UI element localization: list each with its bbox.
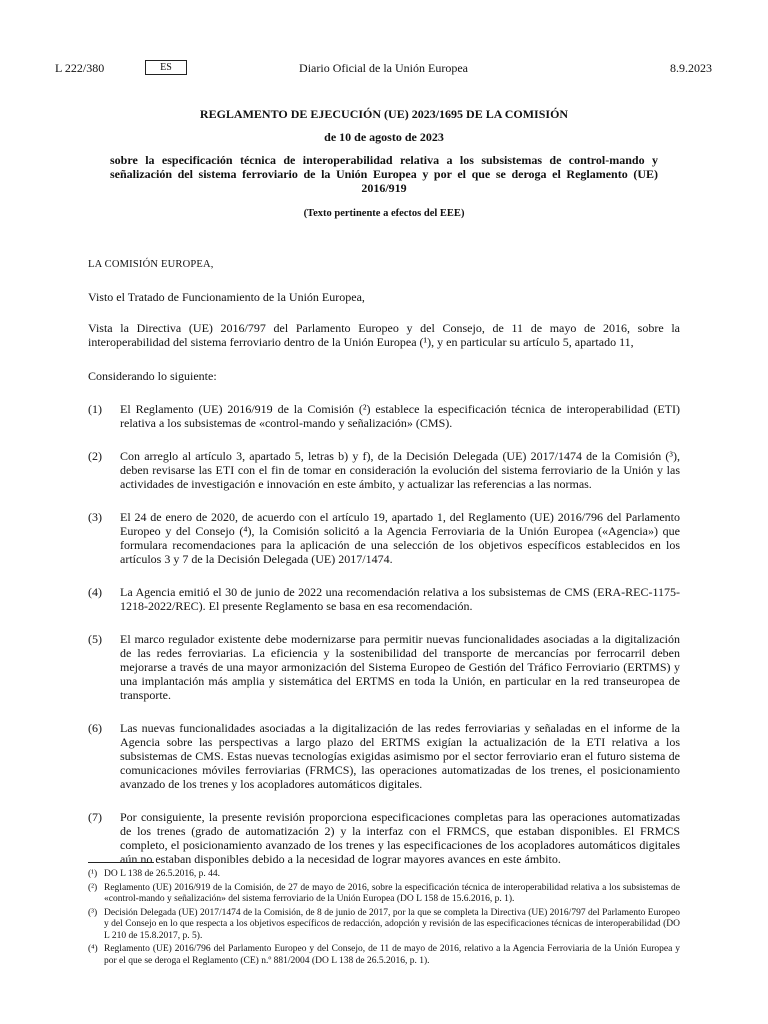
publication-date: 8.9.2023 xyxy=(670,61,712,75)
footnote xyxy=(88,908,680,943)
page-reference: L 222/380 xyxy=(55,61,105,75)
regulation-subject: sobre la especificación técnica de interoperabilidad relativa a los subsistemas de control-mando y señalización del sistema ferroviario de la Unión Europea y por el que se deroga el Reglamento (UE) 2016/919 xyxy=(110,153,658,195)
recital xyxy=(88,810,680,866)
recital-number: (1) xyxy=(88,402,102,416)
recital-number: (7) xyxy=(88,810,102,824)
regulation-date: de 10 de agosto de 2023 xyxy=(324,130,444,144)
footnote xyxy=(88,944,680,967)
footnote xyxy=(88,883,680,906)
citation-treaty: Visto el Tratado de Funcionamiento de la Unión Europea, xyxy=(88,290,365,304)
footnote-number: (³) xyxy=(88,907,98,918)
recital-text: Por consiguiente, la presente revisión proporciona especificaciones completas para las operaciones automatizadas de los trenes (grado de automatización 2) y la interfaz con el FRMCS, que estaban disponibles. El FRMCS completo, el posicionamiento avanzado de los trenes y las especificaciones de los acopladores automáticos digitales aún no estaban disponibles debido a la necesidad de lograr mayores avances en este ámbito. xyxy=(120,810,680,866)
recital xyxy=(88,721,680,791)
recital xyxy=(88,510,680,566)
title-block xyxy=(110,106,658,221)
footnote-divider xyxy=(88,862,154,863)
recital-text: El 24 de enero de 2020, de acuerdo con el artículo 19, apartado 1, del Reglamento (UE) 2016/796 del Parlamento Europeo y del Consejo (⁴), la Comisión solicitó a la Agencia Ferroviaria de la Unión Europea («Agencia») que formulara recomendaciones para la aplicación de una selección de los objetivos específicos establecidos en los artículos 3 y 7 de la Decisión Delegada (UE) 2017/1474. xyxy=(120,510,680,566)
footnote-text: Reglamento (UE) 2016/796 del Parlamento Europeo y del Consejo, de 11 de mayo de 2016, relativo a la Agencia Ferroviaria de la Unión Europea y por el que se deroga el Reglamento (CE) n.º 881/2004 (DO L 138 de 26.5.2016, p. 1). xyxy=(104,944,680,966)
page-header xyxy=(55,58,712,78)
language-badge: ES xyxy=(145,60,187,75)
journal-title: Diario Oficial de la Unión Europea xyxy=(299,61,468,75)
footnote-text: DO L 138 de 26.5.2016, p. 44. xyxy=(104,869,221,879)
commission-heading: LA COMISIÓN EUROPEA, xyxy=(88,259,214,270)
considering-heading: Considerando lo siguiente: xyxy=(88,369,217,383)
recital xyxy=(88,449,680,491)
recital-number: (6) xyxy=(88,721,102,735)
footnote-text: Decisión Delegada (UE) 2017/1474 de la Comisión, de 8 de junio de 2017, por la que se completa la Directiva (UE) 2016/797 del Parlamento Europeo y del Consejo en lo que respecta a los objetivos específicos de redacción, adopción y revisión de las especificaciones técnicas de interoperabilidad (DO L 210 de 15.8.2017, p. 5). xyxy=(104,907,680,941)
footnote-text: Reglamento (UE) 2016/919 de la Comisión, de 27 de mayo de 2016, sobre la especificación técnica de interoperabilidad relativa a los subsistemas de «control-mando y señalización» del sistema ferroviario de la Unión Europea (DO L 158 de 15.6.2016, p. 1). xyxy=(104,882,680,904)
footnote xyxy=(88,869,680,881)
recital xyxy=(88,402,680,430)
recital-number: (4) xyxy=(88,585,102,599)
recital-text: El marco regulador existente debe modernizarse para permitir nuevas funcionalidades asociadas a la digitalización de las redes ferroviarias. La eficiencia y la sostenibilidad del transporte de mercancías por ferrocarril deben mejorarse a través de una mayor armonización del Sistema Europeo de Gestión del Tráfico Ferroviario (ERTMS) y una implantación más amplia y sistemática del ERTMS en toda la Unión, en particular en la red transeuropea de transporte. xyxy=(120,632,680,702)
eea-relevance: (Texto pertinente a efectos del EEE) xyxy=(303,208,465,219)
regulation-title: REGLAMENTO DE EJECUCIÓN (UE) 2023/1695 DE LA COMISIÓN xyxy=(199,107,569,121)
recital xyxy=(88,632,680,702)
footnote-number: (¹) xyxy=(88,869,98,879)
document-body xyxy=(88,258,680,866)
recital-number: (5) xyxy=(88,632,102,646)
recital-number: (2) xyxy=(88,449,102,463)
footnote-number: (²) xyxy=(88,882,98,893)
footnotes xyxy=(88,862,680,969)
footnote-number: (⁴) xyxy=(88,944,98,954)
recital-text: El Reglamento (UE) 2016/919 de la Comisión (²) establece la especificación técnica de interoperabilidad (ETI) relativa a los subsistemas de «control-mando y señalización» (CMS). xyxy=(120,402,680,430)
citation-directive: Vista la Directiva (UE) 2016/797 del Parlamento Europeo y del Consejo, de 11 de mayo de 2016, sobre la interoperabilidad del sistema ferroviario dentro de la Unión Europea (¹), y en particular su artículo 5, apartado 11, xyxy=(88,321,680,349)
recital-number: (3) xyxy=(88,510,102,524)
recital-text: Las nuevas funcionalidades asociadas a la digitalización de las redes ferroviarias y señaladas en el informe de la Agencia sobre las perspectivas a largo plazo del ERTMS exigían la actualización de la ETI relativa a los subsistemas de CMS. Estas nuevas tecnologías exigidas asimismo por el sector ferroviario eran el futuro sistema de comunicaciones móviles ferroviarias (FRMCS), las operaciones automatizadas de los trenes, el posicionamiento avanzado de los trenes y los acopladores automáticos digitales. xyxy=(120,721,680,791)
recital xyxy=(88,585,680,613)
recital-text: La Agencia emitió el 30 de junio de 2022 una recomendación relativa a los subsistemas de CMS (ERA-REC-1175-1218-2022/REC). El presente Reglamento se basa en esa recomendación. xyxy=(120,585,680,613)
recital-text: Con arreglo al artículo 3, apartado 5, letras b) y f), de la Decisión Delegada (UE) 2017/1474 de la Comisión (³), deben revisarse las ETI con el fin de tomar en consideración la evolución del sistema ferroviario de la Unión y las actividades de investigación e innovación en este ámbito, y actualizar las referencias a las normas. xyxy=(120,449,680,491)
